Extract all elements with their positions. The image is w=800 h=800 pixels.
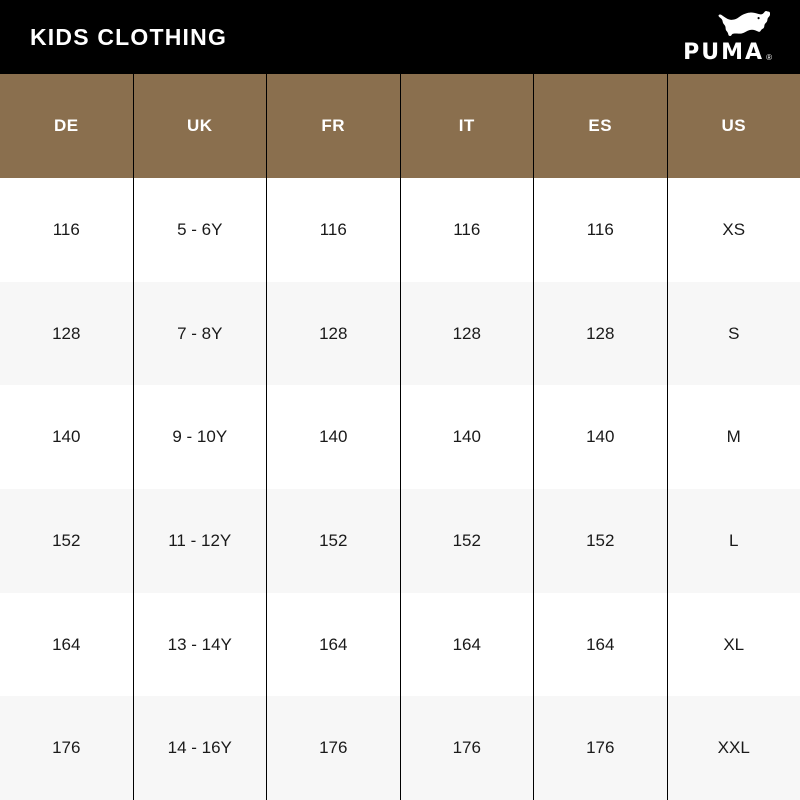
cell-fr: 164 [267,593,401,697]
column-header-es: ES [534,74,668,178]
puma-logo [683,10,772,64]
cell-it: 176 [401,696,535,800]
registered-mark: ® [766,53,772,62]
cell-uk: 9 - 10Y [134,385,268,489]
cell-es: 128 [534,282,668,386]
column-header-de: DE [0,74,134,178]
cell-it: 128 [401,282,535,386]
cell-de: 116 [0,178,134,282]
table-row [0,489,800,593]
cell-it: 164 [401,593,535,697]
table-row [0,282,800,386]
table-row [0,696,800,800]
puma-cat-icon [710,10,770,41]
brand-name: PUMA [683,40,765,65]
column-header-us: US [721,116,747,135]
cell-es: 152 [534,489,668,593]
cell-es: 140 [534,385,668,489]
cell-de: 152 [0,489,134,593]
table-header-row [0,74,800,178]
column-header-it: IT [401,74,535,178]
cell-de: 128 [0,282,134,386]
cell-us: XS [722,219,746,239]
cell-it: 140 [401,385,535,489]
table-row [0,178,800,282]
cell-us: M [726,427,741,447]
table-row [0,385,800,489]
cell-it: 152 [401,489,535,593]
cell-us: XL [723,634,745,654]
cell-fr: 176 [267,696,401,800]
cell-uk: 7 - 8Y [134,282,268,386]
cell-us: XXL [717,738,750,758]
cell-de: 164 [0,593,134,697]
cell-fr: 128 [267,282,401,386]
size-table [0,74,800,800]
page-title: KIDS CLOTHING [30,23,228,50]
cell-us: L [729,530,739,550]
cell-es: 164 [534,593,668,697]
cell-uk: 5 - 6Y [134,178,268,282]
cell-uk: 13 - 14Y [134,593,268,697]
chart-header [0,0,800,74]
table-row [0,593,800,697]
cell-fr: 140 [267,385,401,489]
cell-de: 140 [0,385,134,489]
column-header-fr: FR [267,74,401,178]
column-header-uk: UK [134,74,268,178]
cell-it: 116 [401,178,535,282]
cell-fr: 116 [267,178,401,282]
cell-es: 176 [534,696,668,800]
puma-wordmark [683,42,772,64]
cell-uk: 14 - 16Y [134,696,268,800]
cell-us: S [728,323,740,343]
cell-uk: 11 - 12Y [134,489,268,593]
cell-es: 116 [534,178,668,282]
cell-fr: 152 [267,489,401,593]
cell-de: 176 [0,696,134,800]
